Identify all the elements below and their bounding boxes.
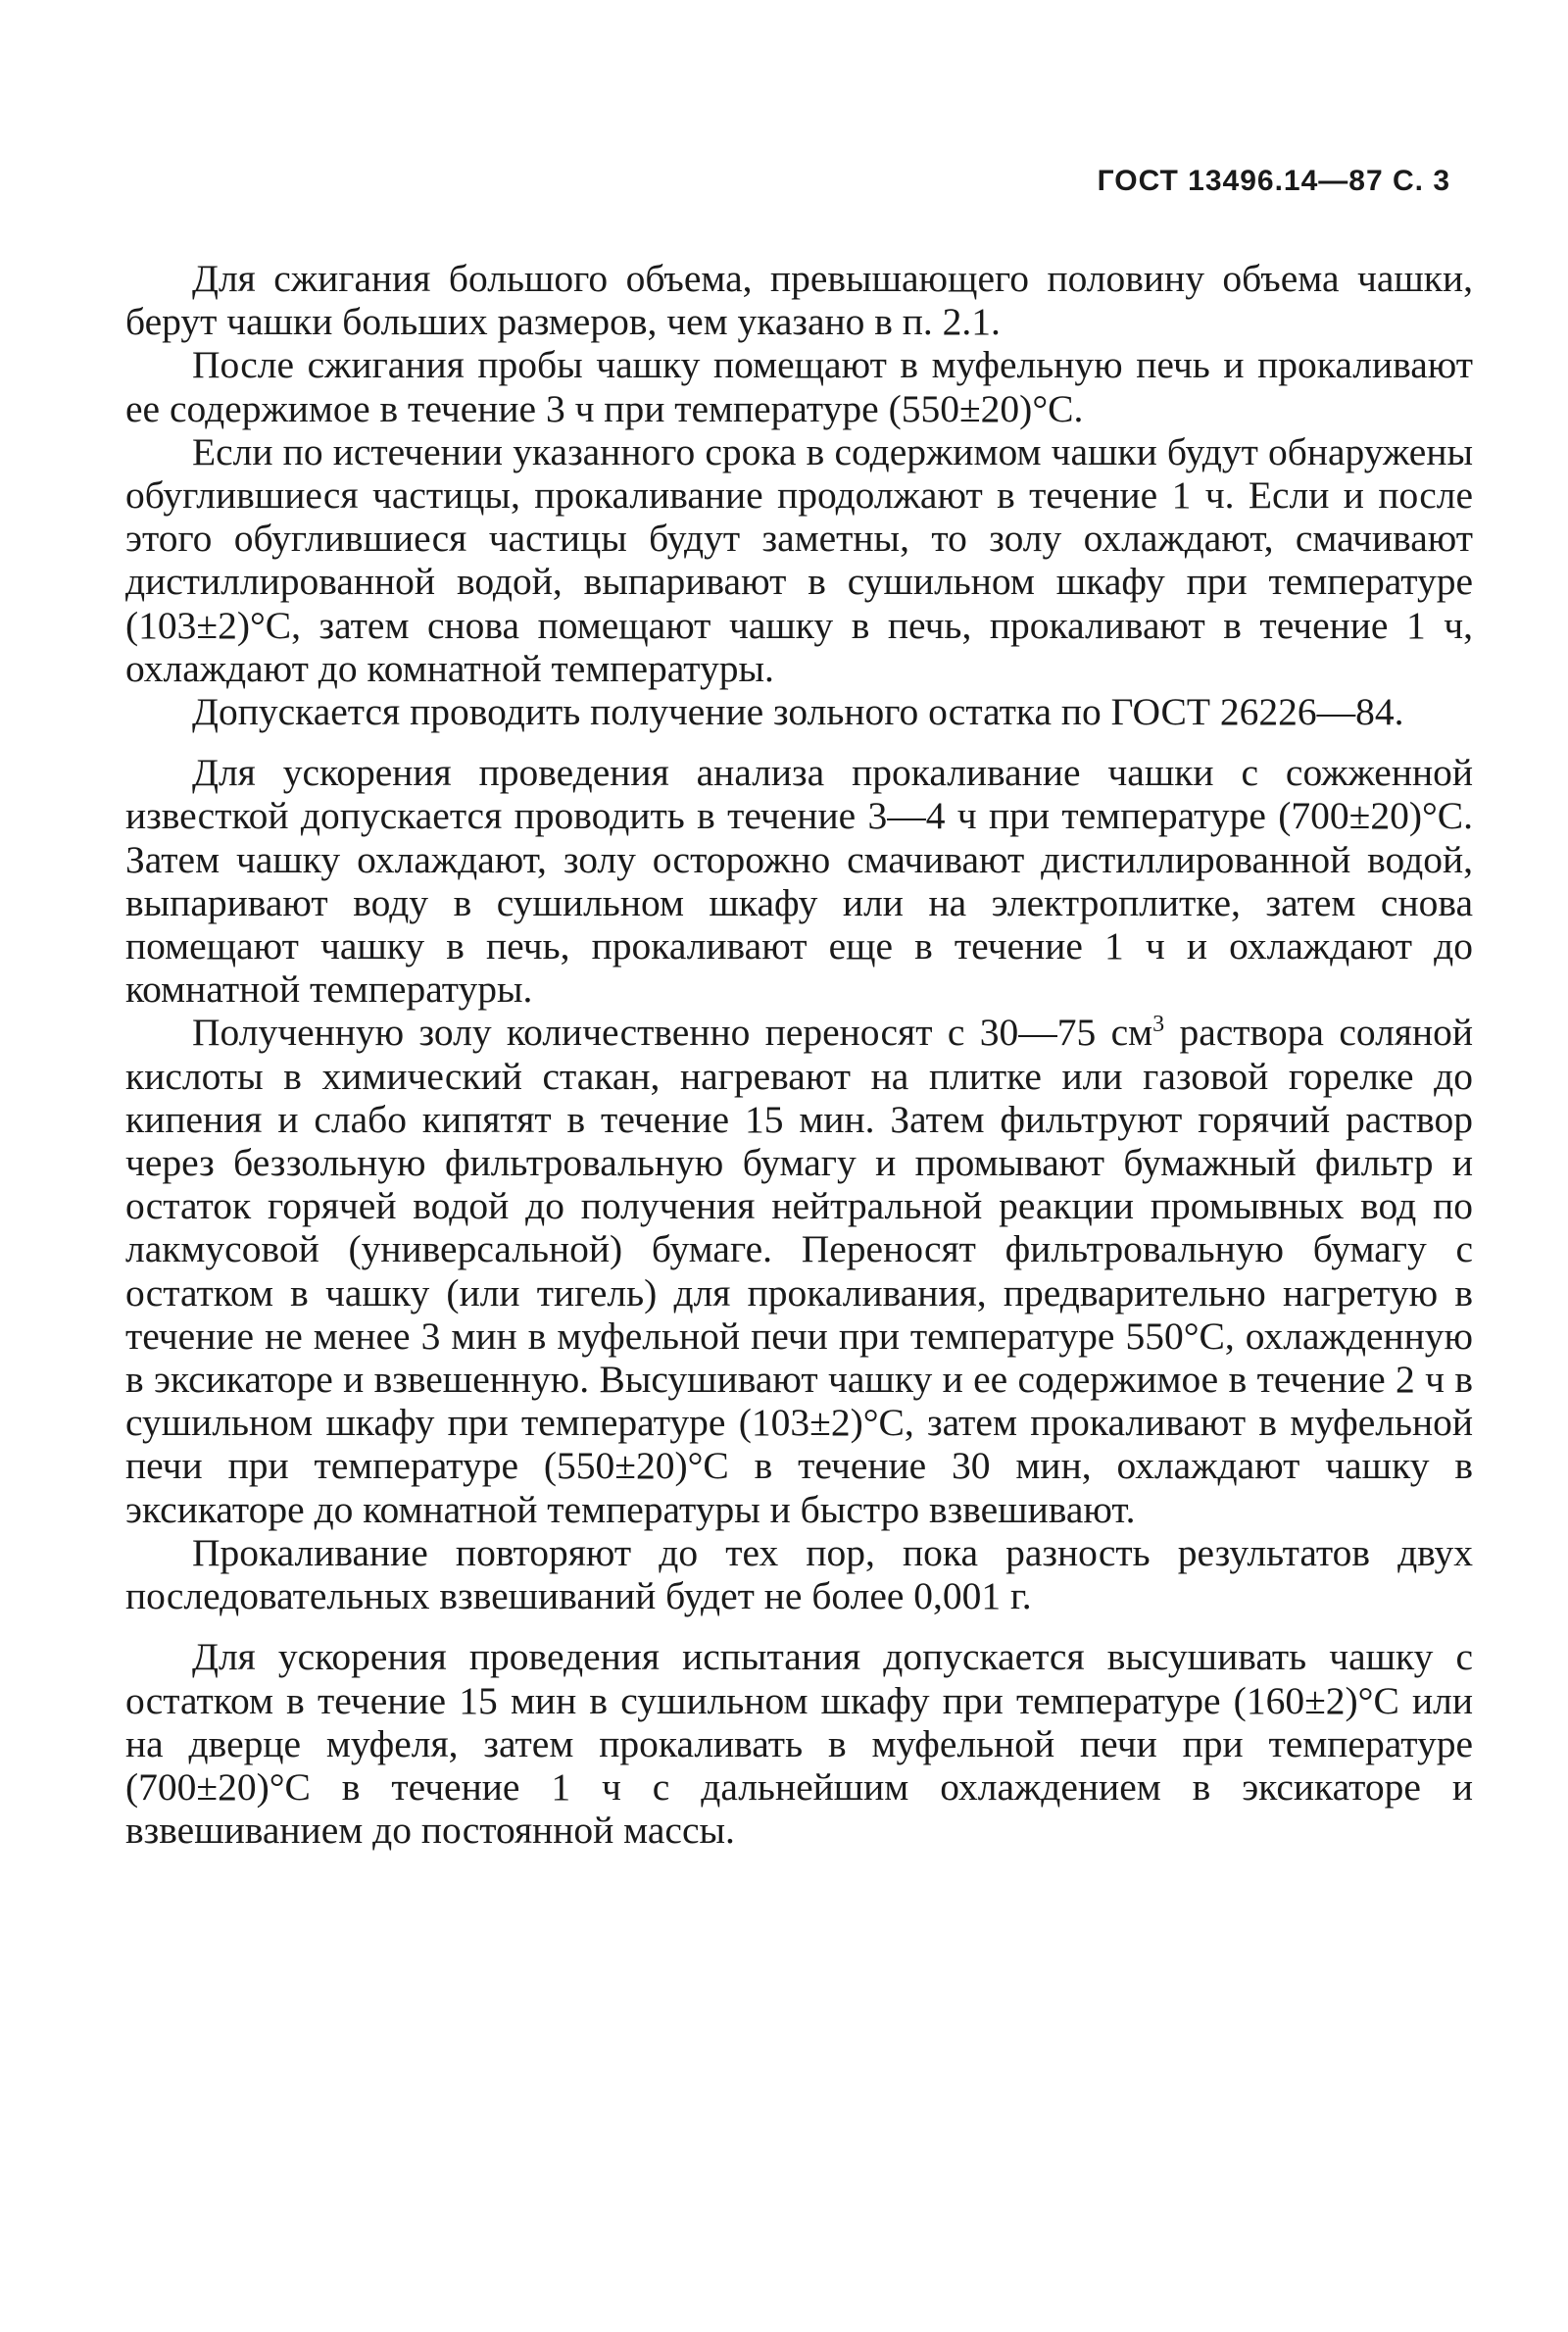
paragraph: Допускается проводить получение зольного остатка по ГОСТ 26226—84. xyxy=(192,690,1404,734)
paragraph: Если по истечении указанного срока в содержимом чашки будут обнаружены обуглившиеся частицы, прокаливание продолжают в течение 1 ч. Если и после этого обуглившиеся частицы будут заметны, то золу охлаждают, смачивают дистиллированной водой, выпаривают в сушильном шкафу при температуре (103±2)°С, затем снова помещают чашку в печь, прокаливают в течение 1 ч, охлаждают до комнатной температуры. xyxy=(125,429,1473,690)
paragraph-text: Полученную золу количественно переносят с 30—75 см xyxy=(192,1011,1153,1055)
page-header: ГОСТ 13496.14—87 С. 3 xyxy=(1097,165,1450,197)
paragraph: После сжигания пробы чашку помещают в муфельную печь и прокаливают ее содержимое в течение 3 ч при температуре (550±20)°С. xyxy=(125,343,1473,430)
paragraph: Для сжигания большого объема, превышающего половину объема чашки, берут чашки больших размеров, чем указано в п. 2.1. xyxy=(125,257,1473,344)
paragraph: Для ускорения проведения испытания допускается высушивать чашку с остатком в течение 15 мин в сушильном шкафу при температуре (160±2)°С или на дверце муфеля, затем прокаливать в муфельной печи при температуре (700±20)°С в течение 1 ч с дальнейшим охлаждением в эксикаторе и взвешиванием до постоянной массы. xyxy=(125,1635,1473,1853)
paragraph: Для ускорения проведения анализа прокаливание чашки с сожженной известкой допускается проводить в течение 3—4 ч при температуре (700±20)°С. Затем чашку охлаждают, золу осторожно смачивают дистиллированной водой, выпаривают воду в сушильном шкафу или на электроплитке, затем снова помещают чашку в печь, прокаливают еще в течение 1 ч и охлаждают до комнатной температуры. xyxy=(125,751,1473,1012)
paragraph-text: раствора соляной кислоты в химический стакан, нагревают на плитке или газовой горелке до кипения и слабо кипятят в течение 15 мин. Затем фильтруют горячий раствор через беззольную фильтровальную бумагу и промывают бумажный фильтр и остаток горячей водой до получения нейтральной реакции промывных вод по лакмусовой (универсальной) бумаге. Переносят фильтровальную бумагу с остатком в чашку (или тигель) для прокаливания, предварительно нагретую в течение не менее 3 мин в муфельной печи при температуре 550°С, охлажденную в эксикаторе и взвешенную. Высушивают чашку и ее содержимое в течение 2 ч в сушильном шкафу при температуре (103±2)°С, затем прокаливают в муфельной печи при температуре (550±20)°С в течение 30 мин, охлаждают чашку в эксикаторе до комнатной температуры и быстро взвешивают. xyxy=(125,1011,1473,1531)
paragraph: Прокаливание повторяют до тех пор, пока разность результатов двух последовательных взвешиваний будет не более 0,001 г. xyxy=(125,1530,1473,1618)
superscript: 3 xyxy=(1152,1012,1165,1038)
document-body xyxy=(125,257,1473,1852)
paragraph xyxy=(125,1011,1473,1530)
